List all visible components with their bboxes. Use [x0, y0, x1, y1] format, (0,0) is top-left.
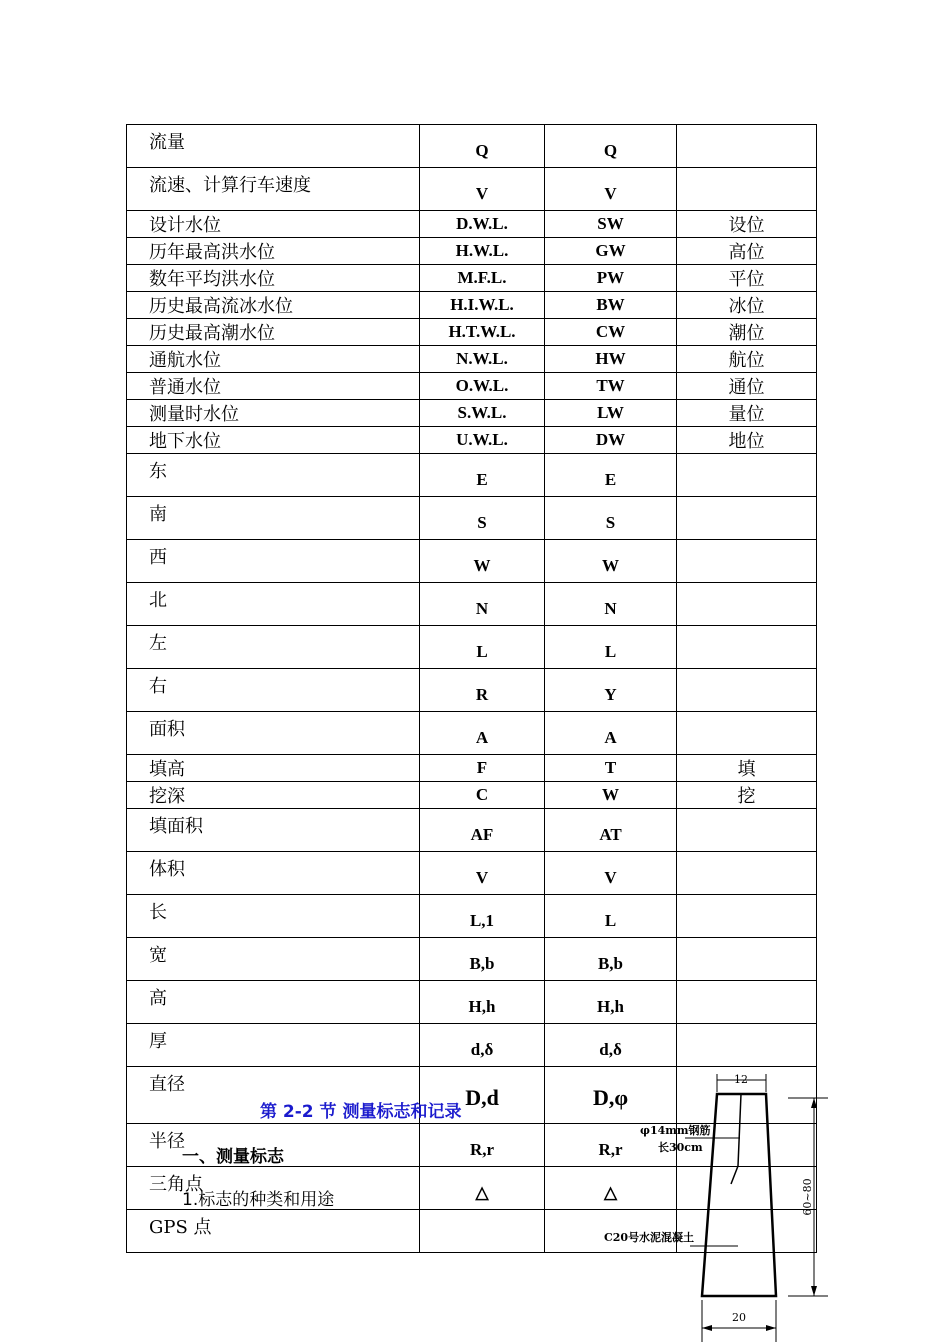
- name-cell: 长: [127, 895, 420, 938]
- abbr-alt-cell: AT: [545, 809, 677, 852]
- abbr-cell: H.I.W.L.: [420, 292, 545, 319]
- table-row: [127, 454, 817, 497]
- note-cell: [677, 852, 817, 895]
- abbr-alt-cell: T: [545, 755, 677, 782]
- name-cell: 面积: [127, 712, 420, 755]
- rebar-hook: [731, 1166, 738, 1184]
- abbr-alt-cell: BW: [545, 292, 677, 319]
- abbr-cell: O.W.L.: [420, 373, 545, 400]
- abbr-cell: U.W.L.: [420, 427, 545, 454]
- abbr-cell: d,δ: [420, 1024, 545, 1067]
- note-cell: 平位: [677, 265, 817, 292]
- abbr-alt-cell: W: [545, 782, 677, 809]
- abbr-cell: L: [420, 626, 545, 669]
- table-row: [127, 400, 817, 427]
- abbr-cell: B,b: [420, 938, 545, 981]
- name-cell: 厚: [127, 1024, 420, 1067]
- name-cell: 地下水位: [127, 427, 420, 454]
- name-cell: 流量: [127, 125, 420, 168]
- abbr-alt-cell: V: [545, 852, 677, 895]
- name-cell: 挖深: [127, 782, 420, 809]
- abbr-alt-cell: Y: [545, 669, 677, 712]
- abbr-cell: R,r: [420, 1124, 545, 1167]
- abbr-cell: F: [420, 755, 545, 782]
- abbr-cell: [420, 1210, 545, 1253]
- name-cell: 填高: [127, 755, 420, 782]
- abbr-alt-cell: L: [545, 895, 677, 938]
- item-heading: 1.标志的种类和用途: [182, 1190, 335, 1210]
- name-cell: 三角点: [127, 1167, 420, 1210]
- note-cell: [677, 583, 817, 626]
- table-row: [127, 373, 817, 400]
- table-row: [127, 125, 817, 168]
- subsection-title: 一、测量标志: [182, 1147, 284, 1167]
- note-cell: [677, 626, 817, 669]
- name-cell: 填面积: [127, 809, 420, 852]
- name-cell: 普通水位: [127, 373, 420, 400]
- name-cell: 高: [127, 981, 420, 1024]
- table-row: [127, 265, 817, 292]
- abbr-cell: N.W.L.: [420, 346, 545, 373]
- table-row: [127, 238, 817, 265]
- rebar-label-1: φ14mm钢筋: [640, 1124, 711, 1137]
- note-cell: 高位: [677, 238, 817, 265]
- table-row: [127, 755, 817, 782]
- name-cell: 直径: [127, 1067, 420, 1124]
- name-cell: 左: [127, 626, 420, 669]
- table-row: [127, 938, 817, 981]
- abbr-cell: D,d: [420, 1067, 545, 1124]
- abbr-cell: Q: [420, 125, 545, 168]
- abbr-cell: H.T.W.L.: [420, 319, 545, 346]
- name-cell: 通航水位: [127, 346, 420, 373]
- name-cell: 流速、计算行车速度: [127, 168, 420, 211]
- abbr-alt-cell: L: [545, 626, 677, 669]
- bottom-arrow-left: [702, 1325, 712, 1331]
- name-cell: 宽: [127, 938, 420, 981]
- abbr-alt-cell: △: [545, 1167, 677, 1210]
- name-cell: 设计水位: [127, 211, 420, 238]
- table-row: [127, 292, 817, 319]
- abbr-cell: M.F.L.: [420, 265, 545, 292]
- note-cell: 挖: [677, 782, 817, 809]
- abbr-alt-cell: TW: [545, 373, 677, 400]
- abbr-cell: D.W.L.: [420, 211, 545, 238]
- note-cell: [677, 540, 817, 583]
- abbr-cell: H.W.L.: [420, 238, 545, 265]
- abbr-alt-cell: d,δ: [545, 1024, 677, 1067]
- name-cell: 数年平均洪水位: [127, 265, 420, 292]
- abbr-alt-cell: SW: [545, 211, 677, 238]
- table-row: [127, 852, 817, 895]
- bottom-width-label: 20: [732, 1311, 746, 1324]
- abbr-alt-cell: DW: [545, 427, 677, 454]
- table-row: [127, 497, 817, 540]
- abbr-cell: S: [420, 497, 545, 540]
- abbr-cell: R: [420, 669, 545, 712]
- abbr-cell: A: [420, 712, 545, 755]
- height-arrow-bottom: [811, 1286, 817, 1296]
- note-cell: [677, 938, 817, 981]
- abbr-alt-cell: V: [545, 168, 677, 211]
- name-cell: 半径: [127, 1124, 420, 1167]
- note-cell: [677, 125, 817, 168]
- note-cell: 量位: [677, 400, 817, 427]
- note-cell: [677, 1024, 817, 1067]
- note-cell: [677, 809, 817, 852]
- top-width-label: 12: [734, 1073, 748, 1086]
- section-title: 第 2-2 节 测量标志和记录: [260, 1102, 462, 1122]
- abbr-cell: E: [420, 454, 545, 497]
- abbr-alt-cell: B,b: [545, 938, 677, 981]
- abbr-alt-cell: S: [545, 497, 677, 540]
- abbr-cell: H,h: [420, 981, 545, 1024]
- table-row: [127, 540, 817, 583]
- note-cell: [677, 895, 817, 938]
- abbr-alt-cell: R,r: [545, 1124, 677, 1167]
- abbr-alt-cell: D,φ: [545, 1067, 677, 1124]
- survey-marker-diagram: [590, 1066, 840, 1344]
- abbr-alt-cell: GW: [545, 238, 677, 265]
- name-cell: GPS 点: [127, 1210, 420, 1253]
- name-cell: 南: [127, 497, 420, 540]
- table-row: [127, 427, 817, 454]
- table-row: [127, 346, 817, 373]
- note-cell: [677, 497, 817, 540]
- table-row: [127, 669, 817, 712]
- note-cell: 航位: [677, 346, 817, 373]
- table-row: [127, 168, 817, 211]
- height-label: 60~80: [801, 1178, 814, 1216]
- abbr-cell: △: [420, 1167, 545, 1210]
- abbr-cell: L,1: [420, 895, 545, 938]
- abbr-alt-cell: CW: [545, 319, 677, 346]
- abbr-alt-cell: PW: [545, 265, 677, 292]
- abbr-alt-cell: LW: [545, 400, 677, 427]
- rebar-label-2: 长30cm: [658, 1141, 703, 1154]
- abbr-cell: AF: [420, 809, 545, 852]
- name-cell: 历史最高流冰水位: [127, 292, 420, 319]
- rebar-line: [738, 1094, 741, 1166]
- note-cell: 设位: [677, 211, 817, 238]
- note-cell: 冰位: [677, 292, 817, 319]
- table-row: [127, 583, 817, 626]
- name-cell: 西: [127, 540, 420, 583]
- abbr-cell: N: [420, 583, 545, 626]
- table-row: [127, 809, 817, 852]
- table-row: [127, 782, 817, 809]
- note-cell: [677, 454, 817, 497]
- table-row: [127, 1024, 817, 1067]
- note-cell: 地位: [677, 427, 817, 454]
- note-cell: 潮位: [677, 319, 817, 346]
- table-row: [127, 712, 817, 755]
- table-row: [127, 211, 817, 238]
- abbr-alt-cell: Q: [545, 125, 677, 168]
- concrete-label: C20号水泥混凝土: [604, 1231, 695, 1244]
- abbr-alt-cell: A: [545, 712, 677, 755]
- abbr-cell: V: [420, 852, 545, 895]
- abbr-alt-cell: HW: [545, 346, 677, 373]
- table-row: [127, 626, 817, 669]
- name-cell: 东: [127, 454, 420, 497]
- abbr-alt-cell: E: [545, 454, 677, 497]
- abbr-alt-cell: W: [545, 540, 677, 583]
- name-cell: 历年最高洪水位: [127, 238, 420, 265]
- note-cell: [677, 981, 817, 1024]
- table-row: [127, 981, 817, 1024]
- abbr-cell: V: [420, 168, 545, 211]
- abbr-alt-cell: N: [545, 583, 677, 626]
- height-arrow-top: [811, 1098, 817, 1108]
- abbr-alt-cell: H,h: [545, 981, 677, 1024]
- table-row: [127, 895, 817, 938]
- abbr-cell: C: [420, 782, 545, 809]
- note-cell: [677, 168, 817, 211]
- bottom-arrow-right: [766, 1325, 776, 1331]
- name-cell: 北: [127, 583, 420, 626]
- note-cell: 填: [677, 755, 817, 782]
- name-cell: 测量时水位: [127, 400, 420, 427]
- name-cell: 右: [127, 669, 420, 712]
- abbr-cell: S.W.L.: [420, 400, 545, 427]
- abbr-cell: W: [420, 540, 545, 583]
- note-cell: [677, 669, 817, 712]
- note-cell: [677, 712, 817, 755]
- table-row: [127, 319, 817, 346]
- note-cell: 通位: [677, 373, 817, 400]
- name-cell: 历史最高潮水位: [127, 319, 420, 346]
- name-cell: 体积: [127, 852, 420, 895]
